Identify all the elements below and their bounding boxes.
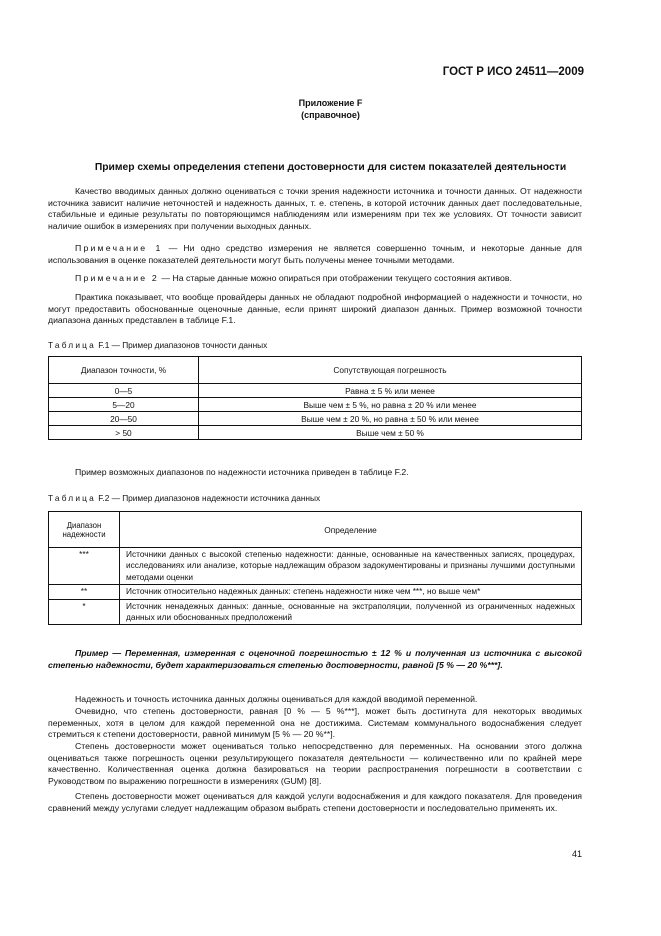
table-row bbox=[49, 384, 582, 398]
definition-cell: Источники данных с высокой степенью надежности: данные, основанные на качественных записях, процедурах, исследованиях или анализе, которые надлежащим образом задокументированы и признаны лучшими доступными методами оценки bbox=[120, 548, 582, 585]
table-row bbox=[49, 412, 582, 426]
table-row bbox=[49, 585, 582, 599]
closing-paragraph-4: Степень достоверности может оцениваться для каждой услуги водоснабжения и для каждого показателя. Для проведения сравнений между услугами следует надлежащим образом выбрать степени достоверности и последовательно применять их. bbox=[48, 791, 582, 813]
table-row bbox=[49, 548, 582, 585]
range-cell: 20—50 bbox=[49, 412, 199, 426]
appendix-title: Приложение F bbox=[298, 98, 363, 108]
col-header-definition: Определение bbox=[120, 512, 582, 548]
range-cell: 5—20 bbox=[49, 398, 199, 412]
note-1-label: Примечание 1 bbox=[75, 243, 163, 253]
example-paragraph: Пример — Переменная, измеренная с оценочной погрешностью ± 12 % и полученная из источника с высокой степенью надежности, будет характеризоваться степенью достоверности, равной [5 % — 20 %***]. bbox=[48, 648, 582, 670]
table-row bbox=[49, 398, 582, 412]
reliability-table bbox=[48, 511, 582, 625]
intro-paragraph: Качество вводимых данных должно оцениваться с точки зрения надежности источника и точности данных. От надежности источника зависит наличие неточностей и надежность данных, т. е. степень, в которой источник данных дает последовательные, стабильные и единые результаты по повторяющимся наблюдениям или измерениям при тех же условиях. От точности зависит наличие ошибок в измерениях при получении выходных данных. bbox=[48, 186, 582, 231]
standard-header: ГОСТ Р ИСО 24511—2009 bbox=[442, 66, 584, 78]
table-1-caption bbox=[48, 340, 267, 350]
table-1-caption-label: Таблица bbox=[48, 340, 96, 350]
table-row bbox=[49, 426, 582, 440]
definition-cell: Источник относительно надежных данных: степень надежности ниже чем ***, но выше чем* bbox=[120, 585, 582, 599]
table-header-row bbox=[49, 357, 582, 384]
note-2-label: Примечание 2 bbox=[75, 273, 159, 283]
col-header-range: Диапазон точности, % bbox=[49, 357, 199, 384]
accuracy-table bbox=[48, 356, 582, 440]
page-number: 41 bbox=[571, 849, 582, 859]
range-cell: > 50 bbox=[49, 426, 199, 440]
definition-cell: Источник ненадежных данных: данные, основанные на экстраполяции, полученной из ограниченных надежных данных или обоснованных предположений bbox=[120, 599, 582, 625]
table-2-caption-text: F.2 — Пример диапазонов надежности источника данных bbox=[95, 493, 321, 503]
note-2 bbox=[48, 273, 582, 285]
error-cell: Равна ± 5 % или менее bbox=[199, 384, 582, 398]
table-2-intro: Пример возможных диапазонов по надежности источника приведен в таблице F.2. bbox=[75, 467, 409, 477]
closing-paragraph-1: Надежность и точность источника данных должны оцениваться для каждой вводимой переменной. bbox=[75, 694, 478, 704]
col-header-reliability: Диапазон надежности bbox=[49, 512, 120, 548]
col-header-error: Сопутствующая погрешность bbox=[199, 357, 582, 384]
range-cell: 0—5 bbox=[49, 384, 199, 398]
appendix-subtitle: (справочное) bbox=[301, 110, 360, 120]
error-cell: Выше чем ± 50 % bbox=[199, 426, 582, 440]
level-cell: * bbox=[49, 599, 120, 625]
section-heading: Пример схемы определения степени достоверности для систем показателей деятельности bbox=[94, 162, 567, 173]
note-1-text: — Ни одно средство измерения не является совершенно точным, и некоторые данные для использования в оценке показателей деятельности могут быть получены менее точными методами. bbox=[48, 243, 583, 265]
level-cell: *** bbox=[49, 548, 120, 585]
error-cell: Выше чем ± 20 %, но равна ± 50 % или менее bbox=[199, 412, 582, 426]
table-header-row bbox=[49, 512, 582, 548]
table-2-caption bbox=[48, 493, 320, 503]
table-1-caption-text: F.1 — Пример диапазонов точности данных bbox=[95, 340, 268, 350]
closing-paragraph-2: Очевидно, что степень достоверности, равная [0 % — 5 %***], может быть достигнута для некоторых вводимых переменных, хотя в целом для каждой переменной она не достижима. Системам коммунального водоснабжения следует стремиться к степени достоверности, равной минимум [5 % — 20 %**]. bbox=[48, 706, 582, 740]
closing-paragraph-3: Степень достоверности может оцениваться только непосредственно для переменных. На основании этого должна оцениваться также погрешность оценки результирующего показателя деятельности — количественно или по крайней мере качественно. Количественная оценка должна базироваться на теории распространения погрешности в соответствии с Руководством по выражению погрешности в измерениях (GUM) [8]. bbox=[48, 741, 582, 786]
practice-paragraph: Практика показывает, что вообще провайдеры данных не обладают подробной информацией о надежности и точности, но могут предоставить обоснованные оценочные данные, если принят широкий диапазон данных. Пример возможной точности диапазона данных представлен в таблице F.1. bbox=[48, 292, 582, 326]
error-cell: Выше чем ± 5 %, но равна ± 20 % или менее bbox=[199, 398, 582, 412]
table-2-caption-label: Таблица bbox=[48, 493, 96, 503]
note-2-text: — На старые данные можно опираться при отображении текущего состояния активов. bbox=[158, 273, 512, 283]
table-row bbox=[49, 599, 582, 625]
note-1 bbox=[48, 243, 582, 266]
level-cell: ** bbox=[49, 585, 120, 599]
